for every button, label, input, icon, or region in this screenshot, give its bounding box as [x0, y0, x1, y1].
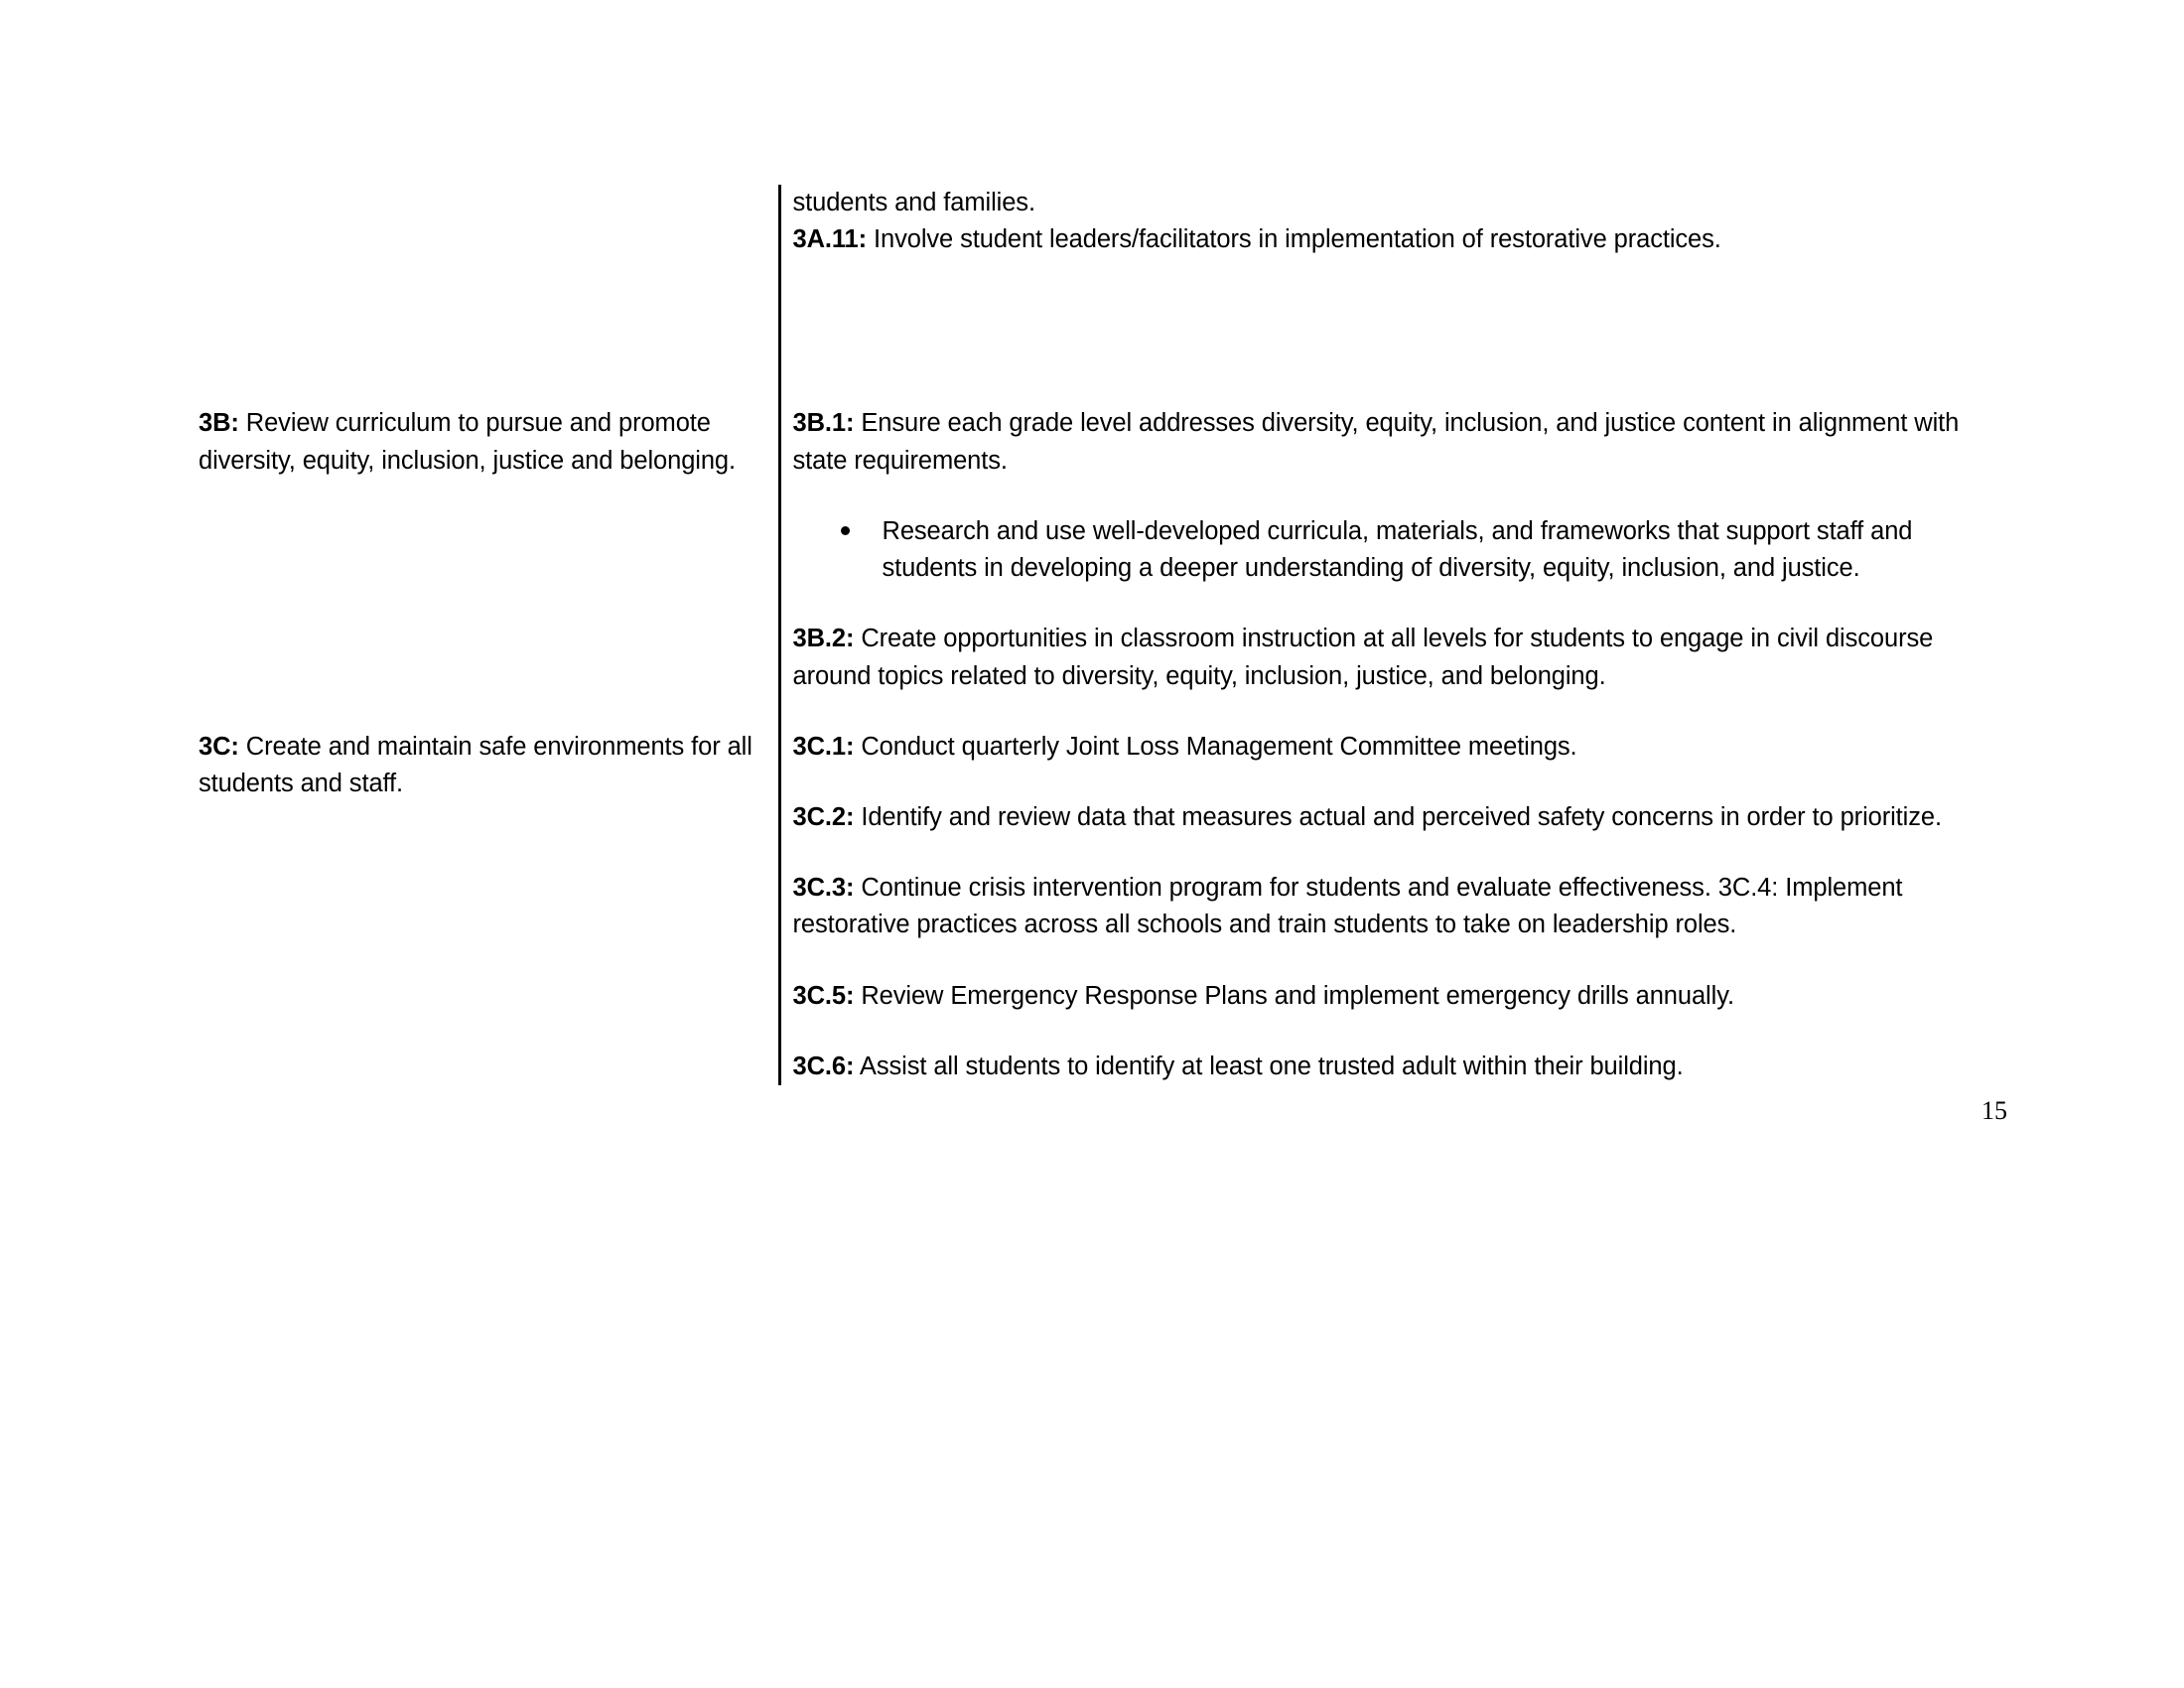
action-body-3C-6: Assist all students to identify at least one trusted adult within their building. — [854, 1052, 1684, 1080]
action-3B-1-bullets — [793, 513, 1986, 587]
action-body-3C-2: Identify and review data that measures actual and perceived safety concerns in order to prioritize. — [854, 802, 1942, 831]
action-3C-5 — [793, 978, 1986, 1015]
action-id-3C-6: 3C.6: — [792, 1052, 855, 1080]
table-row — [199, 185, 1985, 405]
objective-id-3B: 3B: — [199, 409, 239, 438]
objective-empty — [199, 185, 760, 203]
action-id-3C-1: 3C.1: — [792, 732, 855, 761]
objective-3B — [199, 405, 760, 479]
action-body-3A-11: Involve student leaders/facilitators in implementation of restorative practices. — [867, 225, 1721, 254]
action-body-3C-5: Review Emergency Response Plans and implement emergency drills annually. — [854, 981, 1734, 1010]
gap — [793, 587, 1986, 621]
objective-body-3C: Create and maintain safe environments for all students and staff. — [199, 732, 752, 797]
action-continued-label: students and families. — [792, 189, 1035, 216]
action-id-3C-3: 3C.3: — [792, 874, 855, 903]
objective-id-3C: 3C: — [199, 732, 239, 761]
bullet-dot-icon — [841, 526, 850, 535]
action-body-3B-2: Create opportunities in classroom instruction at all levels for students to engage in civil discourse around topics related to diversity, equity, inclusion, justice, and belonging. — [792, 625, 1934, 690]
page-number: 15 — [1981, 1096, 2007, 1125]
action-3C-6 — [793, 1049, 1986, 1085]
action-id-3C-5: 3C.5: — [792, 981, 855, 1010]
action-3A-11 — [793, 221, 1986, 258]
action-id-3B-2: 3B.2: — [792, 625, 855, 653]
table — [199, 185, 1985, 1085]
gap — [793, 766, 1986, 799]
gap — [793, 1015, 1986, 1049]
action-3C-1 — [793, 729, 1986, 766]
action-body-3C-3: Continue crisis intervention program for students and evaluate effectiveness. 3C.4: Implement restorative practices across all schools and train students to take on leadership roles. — [792, 874, 1903, 939]
action-3C-3 — [793, 870, 1986, 943]
goals-actions-table — [199, 185, 1985, 1085]
actions-cell-3C — [779, 729, 1985, 1085]
gap — [793, 836, 1986, 870]
actions-cell-3B — [779, 405, 1985, 728]
action-3B-2 — [793, 621, 1986, 694]
objective-cell-continued — [199, 185, 779, 405]
gap — [793, 695, 1986, 729]
bullet-text: Research and use well-developed curricula, materials, and frameworks that support staff and students in developing a deeper understanding of diversity, equity, inclusion, and justice. — [882, 516, 1913, 583]
gap — [793, 944, 1986, 978]
action-continued-text — [793, 185, 1986, 221]
action-body-3C-1: Conduct quarterly Joint Loss Management Committee meetings. — [854, 732, 1577, 761]
table-row — [199, 729, 1985, 1085]
action-id-3C-2: 3C.2: — [792, 802, 855, 831]
actions-cell-continued — [779, 185, 1985, 405]
table-row — [199, 405, 1985, 728]
row-spacer — [793, 288, 1986, 405]
action-3B-1 — [793, 405, 1986, 479]
action-3C-2 — [793, 799, 1986, 836]
action-id-3A-11: 3A.11: — [792, 225, 868, 254]
action-body-3B-1: Ensure each grade level addresses diversity, equity, inclusion, and justice content in alignment with state requirements. — [792, 409, 1960, 475]
list-item — [793, 513, 1986, 587]
objective-cell-3B — [199, 405, 779, 728]
objective-cell-3C — [199, 729, 779, 1085]
action-id-3B-1: 3B.1: — [792, 409, 855, 438]
objective-body-3B: Review curriculum to pursue and promote diversity, equity, inclusion, justice and belonging. — [199, 409, 736, 475]
objective-3C — [199, 729, 760, 802]
gap — [793, 480, 1986, 513]
